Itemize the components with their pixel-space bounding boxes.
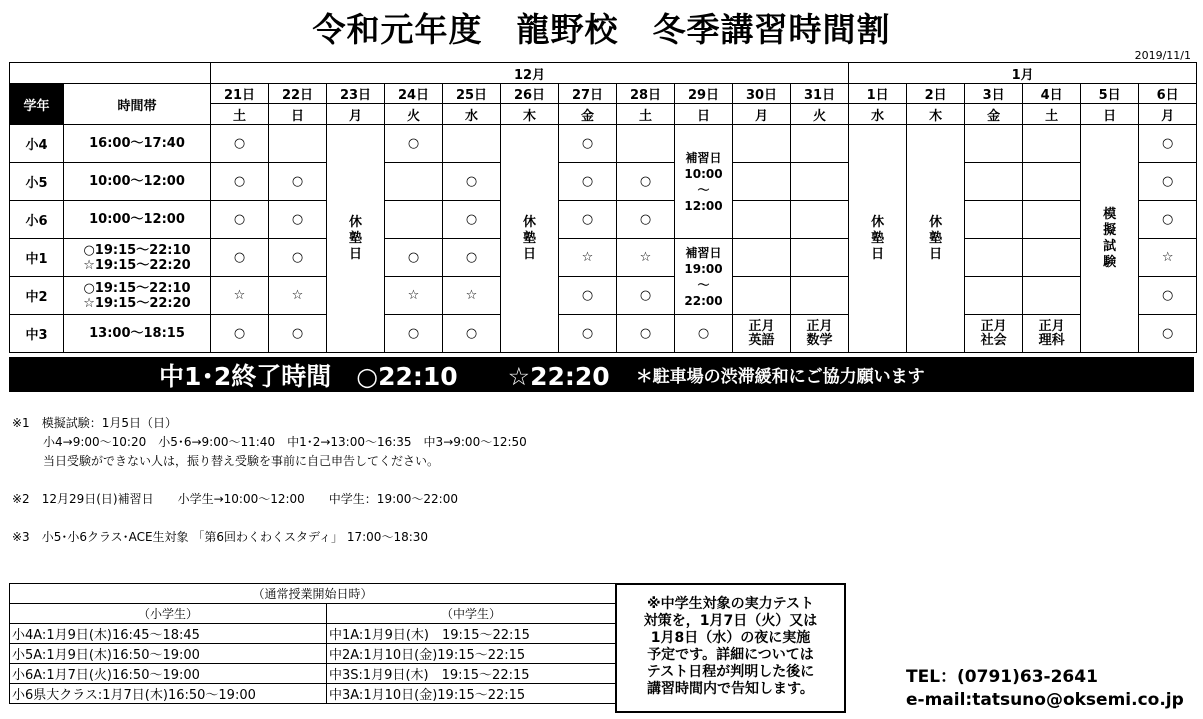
mark-cell: ○ [559, 163, 617, 201]
note-2: ※2 12月29日(日)補習日 小学生→10:00～12:00 中学生：19:00～22:00 [12, 492, 458, 506]
closing-time-banner [9, 357, 1194, 392]
weekday-header: 金 [559, 104, 617, 125]
mark-cell: ○ [269, 163, 327, 201]
day-header: 31日 [791, 84, 849, 104]
notes-section [12, 414, 527, 547]
mark-cell [965, 125, 1023, 163]
mark-cell [733, 125, 791, 163]
day-header: 5日 [1081, 84, 1139, 104]
mark-cell [791, 239, 849, 277]
mark-cell: ○ [211, 125, 269, 163]
day-header: 24日 [385, 84, 443, 104]
new-year-social-cell: 正月 社会 [965, 315, 1023, 353]
mark-cell [791, 163, 849, 201]
mark-cell: ○ [385, 239, 443, 277]
mark-cell [1023, 125, 1081, 163]
jh-header: （中学生） [327, 604, 616, 624]
weekday-header: 土 [211, 104, 269, 125]
mark-cell: ○ [211, 201, 269, 239]
table-row [10, 277, 1197, 315]
weekday-header: 月 [327, 104, 385, 125]
elem-start-row: 小6A:1月7日(火)16:50～19:00 [10, 664, 327, 684]
mark-cell [965, 163, 1023, 201]
day-header: 28日 [617, 84, 675, 104]
mark-cell: ☆ [1139, 239, 1197, 277]
time-cell: ○19:15～22:10 ☆19:15～22:20 [64, 239, 211, 277]
note-1-title: ※1 模擬試験：1月5日（日） [12, 416, 177, 430]
time-cell: 13:00～18:15 [64, 315, 211, 353]
mark-cell [1023, 239, 1081, 277]
mark-cell [1023, 277, 1081, 315]
mark-cell: ○ [559, 315, 617, 353]
day-header: 23日 [327, 84, 385, 104]
closed-day-cell: 休 塾 日 [327, 125, 385, 353]
mark-cell [733, 163, 791, 201]
weekday-header: 日 [675, 104, 733, 125]
test-prep-notice [615, 583, 846, 713]
table-row [10, 239, 1197, 277]
mark-cell: ○ [617, 163, 675, 201]
timeslot-header: 時間帯 [64, 84, 211, 125]
mark-cell: ☆ [385, 277, 443, 315]
mark-cell: ○ [617, 201, 675, 239]
day-header: 4日 [1023, 84, 1081, 104]
grade-label: 中2 [10, 277, 64, 315]
mark-cell: ○ [617, 315, 675, 353]
mark-cell [443, 125, 501, 163]
mark-cell [791, 277, 849, 315]
mark-cell: ○ [1139, 201, 1197, 239]
mark-cell [1023, 163, 1081, 201]
day-header: 25日 [443, 84, 501, 104]
mark-cell [791, 201, 849, 239]
grade-label: 小5 [10, 163, 64, 201]
day-header: 21日 [211, 84, 269, 104]
weekday-header: 月 [1139, 104, 1197, 125]
regular-header: （通常授業開始日時） [10, 584, 616, 604]
jh-start-row: 中3A:1月10日(金)19:15～22:15 [327, 684, 616, 704]
closed-day-cell: 休 塾 日 [907, 125, 965, 353]
mark-cell: ○ [211, 239, 269, 277]
elem-start-row: 小5A:1月9日(木)16:50～19:00 [10, 644, 327, 664]
jh-start-row: 中1A:1月9日(木) 19:15～22:15 [327, 624, 616, 644]
mark-cell: ○ [1139, 125, 1197, 163]
grade-label: 小6 [10, 201, 64, 239]
weekday-header: 土 [617, 104, 675, 125]
mark-cell: ○ [211, 315, 269, 353]
mark-cell: ○ [443, 163, 501, 201]
mark-cell: ○ [617, 277, 675, 315]
mark-cell: ○ [675, 315, 733, 353]
closed-day-cell: 休 塾 日 [849, 125, 907, 353]
notice-line: 講習時間内で告知します。 [647, 681, 814, 697]
mock-exam-cell: 模 擬 試 験 [1081, 125, 1139, 353]
hoshu-cell-jh: 補習日 19:00 ～ 22:00 [675, 239, 733, 315]
contact-info [906, 666, 1184, 712]
new-year-science-cell: 正月 理科 [1023, 315, 1081, 353]
month-dec: 12月 [211, 63, 849, 84]
mark-cell [385, 163, 443, 201]
issue-date: 2019/11/1 [1134, 49, 1191, 62]
note-1-times: 小4→9:00～10:20 小5･6→9:00～11:40 中1･2→13:00～16:35 中3→9:00～12:50 [43, 435, 527, 449]
notice-line: ※中学生対象の実力テスト [646, 596, 815, 612]
mark-cell: ☆ [269, 277, 327, 315]
mark-cell [965, 239, 1023, 277]
mark-cell [733, 239, 791, 277]
mark-cell: ○ [269, 201, 327, 239]
month-jan: 1月 [849, 63, 1197, 84]
grade-label: 中1 [10, 239, 64, 277]
weekday-header: 水 [849, 104, 907, 125]
mark-cell: ○ [269, 315, 327, 353]
weekday-header: 金 [965, 104, 1023, 125]
day-header: 30日 [733, 84, 791, 104]
weekday-header: 日 [1081, 104, 1139, 125]
parking-note: ＊駐車場の渋滞緩和にご協力願います [635, 367, 925, 387]
closing-time-text: 中1･2終了時間 ○22:10 ☆22:20 [159, 361, 610, 391]
notice-line: 予定です。詳細については [647, 647, 814, 663]
mark-cell [733, 201, 791, 239]
weekday-header: 水 [443, 104, 501, 125]
weekday-header: 木 [907, 104, 965, 125]
hoshu-cell-elem: 補習日 10:00 ～ 12:00 [675, 125, 733, 239]
page-title: 令和元年度 龍野校 冬季講習時間割 [312, 10, 891, 49]
regular-class-table [9, 583, 616, 704]
time-cell: 10:00～12:00 [64, 201, 211, 239]
schedule-table [9, 62, 1197, 353]
notice-line: 対策を，1月7日（火）又は [643, 613, 818, 629]
mark-cell [965, 201, 1023, 239]
weekday-header: 月 [733, 104, 791, 125]
notice-line: テスト日程が判明した後に [646, 664, 815, 680]
day-header: 29日 [675, 84, 733, 104]
mark-cell: ○ [443, 315, 501, 353]
new-year-english-cell: 正月 英語 [733, 315, 791, 353]
grade-label: 中3 [10, 315, 64, 353]
weekday-header: 日 [269, 104, 327, 125]
notice-line: 1月8日（水）の夜に実施 [650, 630, 811, 646]
day-header: 6日 [1139, 84, 1197, 104]
time-cell: ○19:15～22:10 ☆19:15～22:20 [64, 277, 211, 315]
table-row [10, 163, 1197, 201]
mark-cell [965, 277, 1023, 315]
new-year-math-cell: 正月 数学 [791, 315, 849, 353]
note-1-detail: 当日受験ができない人は，振り替え受験を事前に自己申告してください。 [43, 454, 440, 468]
mark-cell [791, 125, 849, 163]
table-row [10, 201, 1197, 239]
mark-cell: ○ [385, 315, 443, 353]
mark-cell: ○ [1139, 163, 1197, 201]
mark-cell: ○ [211, 163, 269, 201]
grade-header: 学年 [10, 84, 64, 125]
mark-cell: ☆ [559, 239, 617, 277]
mark-cell: ○ [443, 201, 501, 239]
mark-cell [733, 277, 791, 315]
mark-cell: ○ [385, 125, 443, 163]
mark-cell: ○ [1139, 277, 1197, 315]
grade-label: 小4 [10, 125, 64, 163]
mark-cell: ☆ [443, 277, 501, 315]
jh-start-row: 中3S:1月9日(木) 19:15～22:15 [327, 664, 616, 684]
weekday-header: 火 [385, 104, 443, 125]
mark-cell: ○ [269, 239, 327, 277]
day-header: 22日 [269, 84, 327, 104]
email-address: e-mail:tatsuno@oksemi.co.jp [906, 690, 1184, 710]
mark-cell [269, 125, 327, 163]
mark-cell [1023, 201, 1081, 239]
mark-cell: ☆ [617, 239, 675, 277]
mark-cell: ○ [559, 201, 617, 239]
elem-start-row: 小4A:1月9日(木)16:45～18:45 [10, 624, 327, 644]
mark-cell: ○ [559, 277, 617, 315]
mark-cell: ○ [443, 239, 501, 277]
day-header: 26日 [501, 84, 559, 104]
closed-day-cell: 休 塾 日 [501, 125, 559, 353]
weekday-header: 木 [501, 104, 559, 125]
day-header: 1日 [849, 84, 907, 104]
mark-cell: ☆ [211, 277, 269, 315]
table-row [10, 315, 1197, 353]
mark-cell: ○ [559, 125, 617, 163]
jh-start-row: 中2A:1月10日(金)19:15～22:15 [327, 644, 616, 664]
mark-cell [617, 125, 675, 163]
weekday-header: 土 [1023, 104, 1081, 125]
day-header: 2日 [907, 84, 965, 104]
phone-number: TEL：(0791)63-2641 [906, 667, 1098, 687]
mark-cell: ○ [1139, 315, 1197, 353]
time-cell: 16:00～17:40 [64, 125, 211, 163]
table-row [10, 125, 1197, 163]
elem-start-row: 小6県大クラス:1月7日(木)16:50～19:00 [10, 684, 327, 704]
weekday-header: 火 [791, 104, 849, 125]
day-header: 27日 [559, 84, 617, 104]
mark-cell [385, 201, 443, 239]
elem-header: （小学生） [10, 604, 327, 624]
day-header: 3日 [965, 84, 1023, 104]
note-3: ※3 小5･小6クラス･ACE生対象 「第6回わくわくスタディ」 17:00～18:30 [12, 530, 429, 544]
time-cell: 10:00～12:00 [64, 163, 211, 201]
